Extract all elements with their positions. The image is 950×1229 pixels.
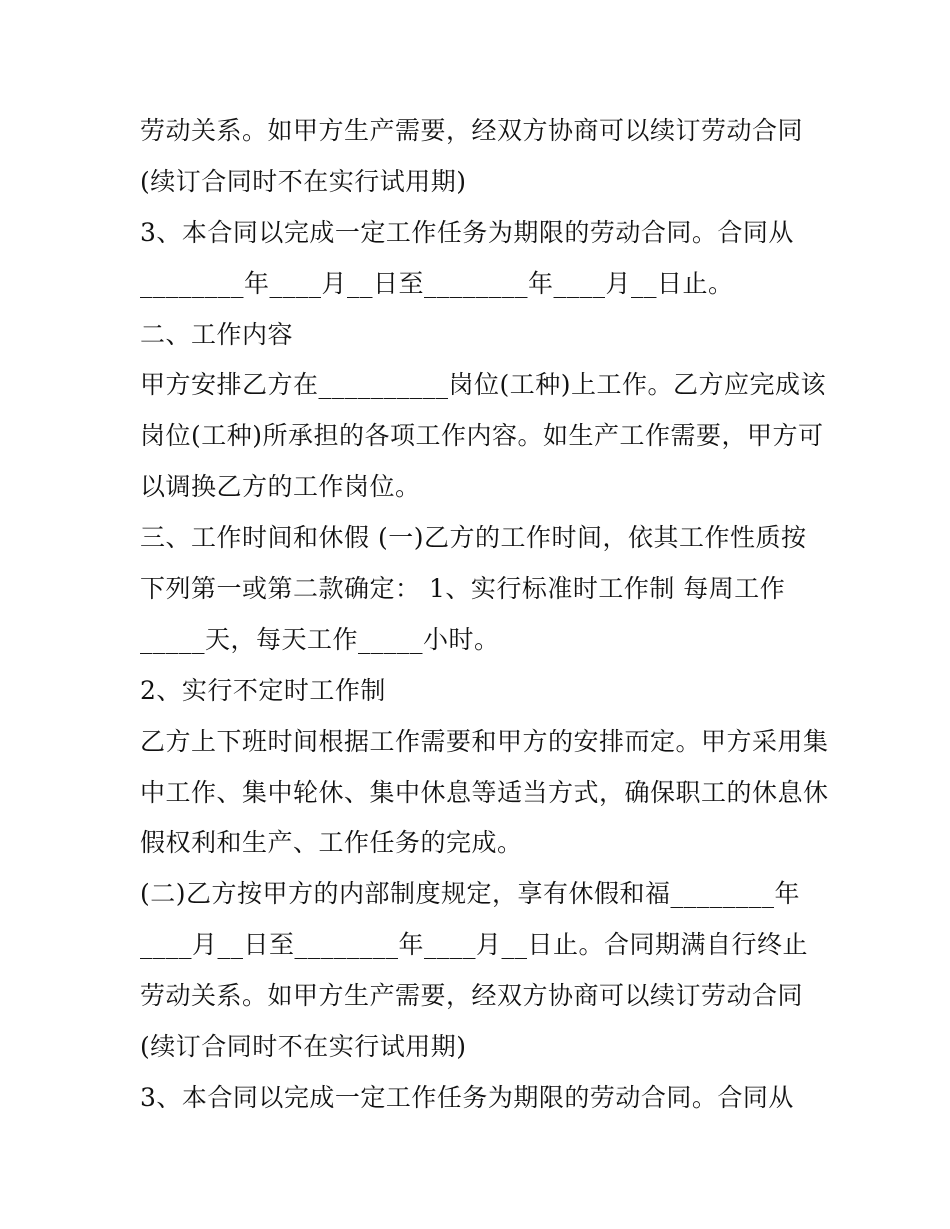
text-line: _____天，每天工作_____小时。 — [140, 624, 500, 654]
text-line: (续订合同时不在实行试用期) — [140, 166, 467, 196]
text-line: 甲方安排乙方在__________岗位(工种)上工作。乙方应完成该 — [140, 370, 827, 400]
text-line: ________年____月__日至________年____月__日止。 — [140, 268, 734, 298]
text-line: 三、工作时间和休假 (一)乙方的工作时间，依其工作性质按 — [140, 523, 807, 553]
text-line: (续订合同时不在实行试用期) — [140, 1032, 467, 1062]
text-line: (二)乙方按甲方的内部制度规定，享有休假和福________年 — [140, 879, 801, 909]
text-line: 乙方上下班时间根据工作需要和甲方的安排而定。甲方采用集 — [140, 726, 829, 756]
contract-text — [140, 106, 830, 1124]
text-line: ____月__日至________年____月__日止。合同期满自行终止 — [140, 930, 809, 960]
text-line: 以调换乙方的工作岗位。 — [140, 472, 421, 502]
text-line: 假权利和生产、工作任务的完成。 — [140, 828, 523, 858]
text-line: 下列第一或第二款确定： 1、实行标准时工作制 每周工作 — [140, 574, 786, 604]
text-line: 2、实行不定时工作制 — [140, 675, 386, 705]
text-line: 岗位(工种)所承担的各项工作内容。如生产工作需要，甲方可 — [140, 421, 824, 451]
text-line: 劳动关系。如甲方生产需要，经双方协商可以续订劳动合同 — [140, 981, 804, 1011]
text-line: 3、本合同以完成一定工作任务为期限的劳动合同。合同从 — [140, 1082, 794, 1112]
text-line: 劳动关系。如甲方生产需要，经双方协商可以续订劳动合同 — [140, 116, 804, 145]
section-heading: 二、工作内容 — [140, 319, 294, 349]
text-line: 中工作、集中轮休、集中休息等适当方式，确保职工的休息休 — [140, 777, 829, 807]
text-line: 3、本合同以完成一定工作任务为期限的劳动合同。合同从 — [140, 217, 794, 247]
